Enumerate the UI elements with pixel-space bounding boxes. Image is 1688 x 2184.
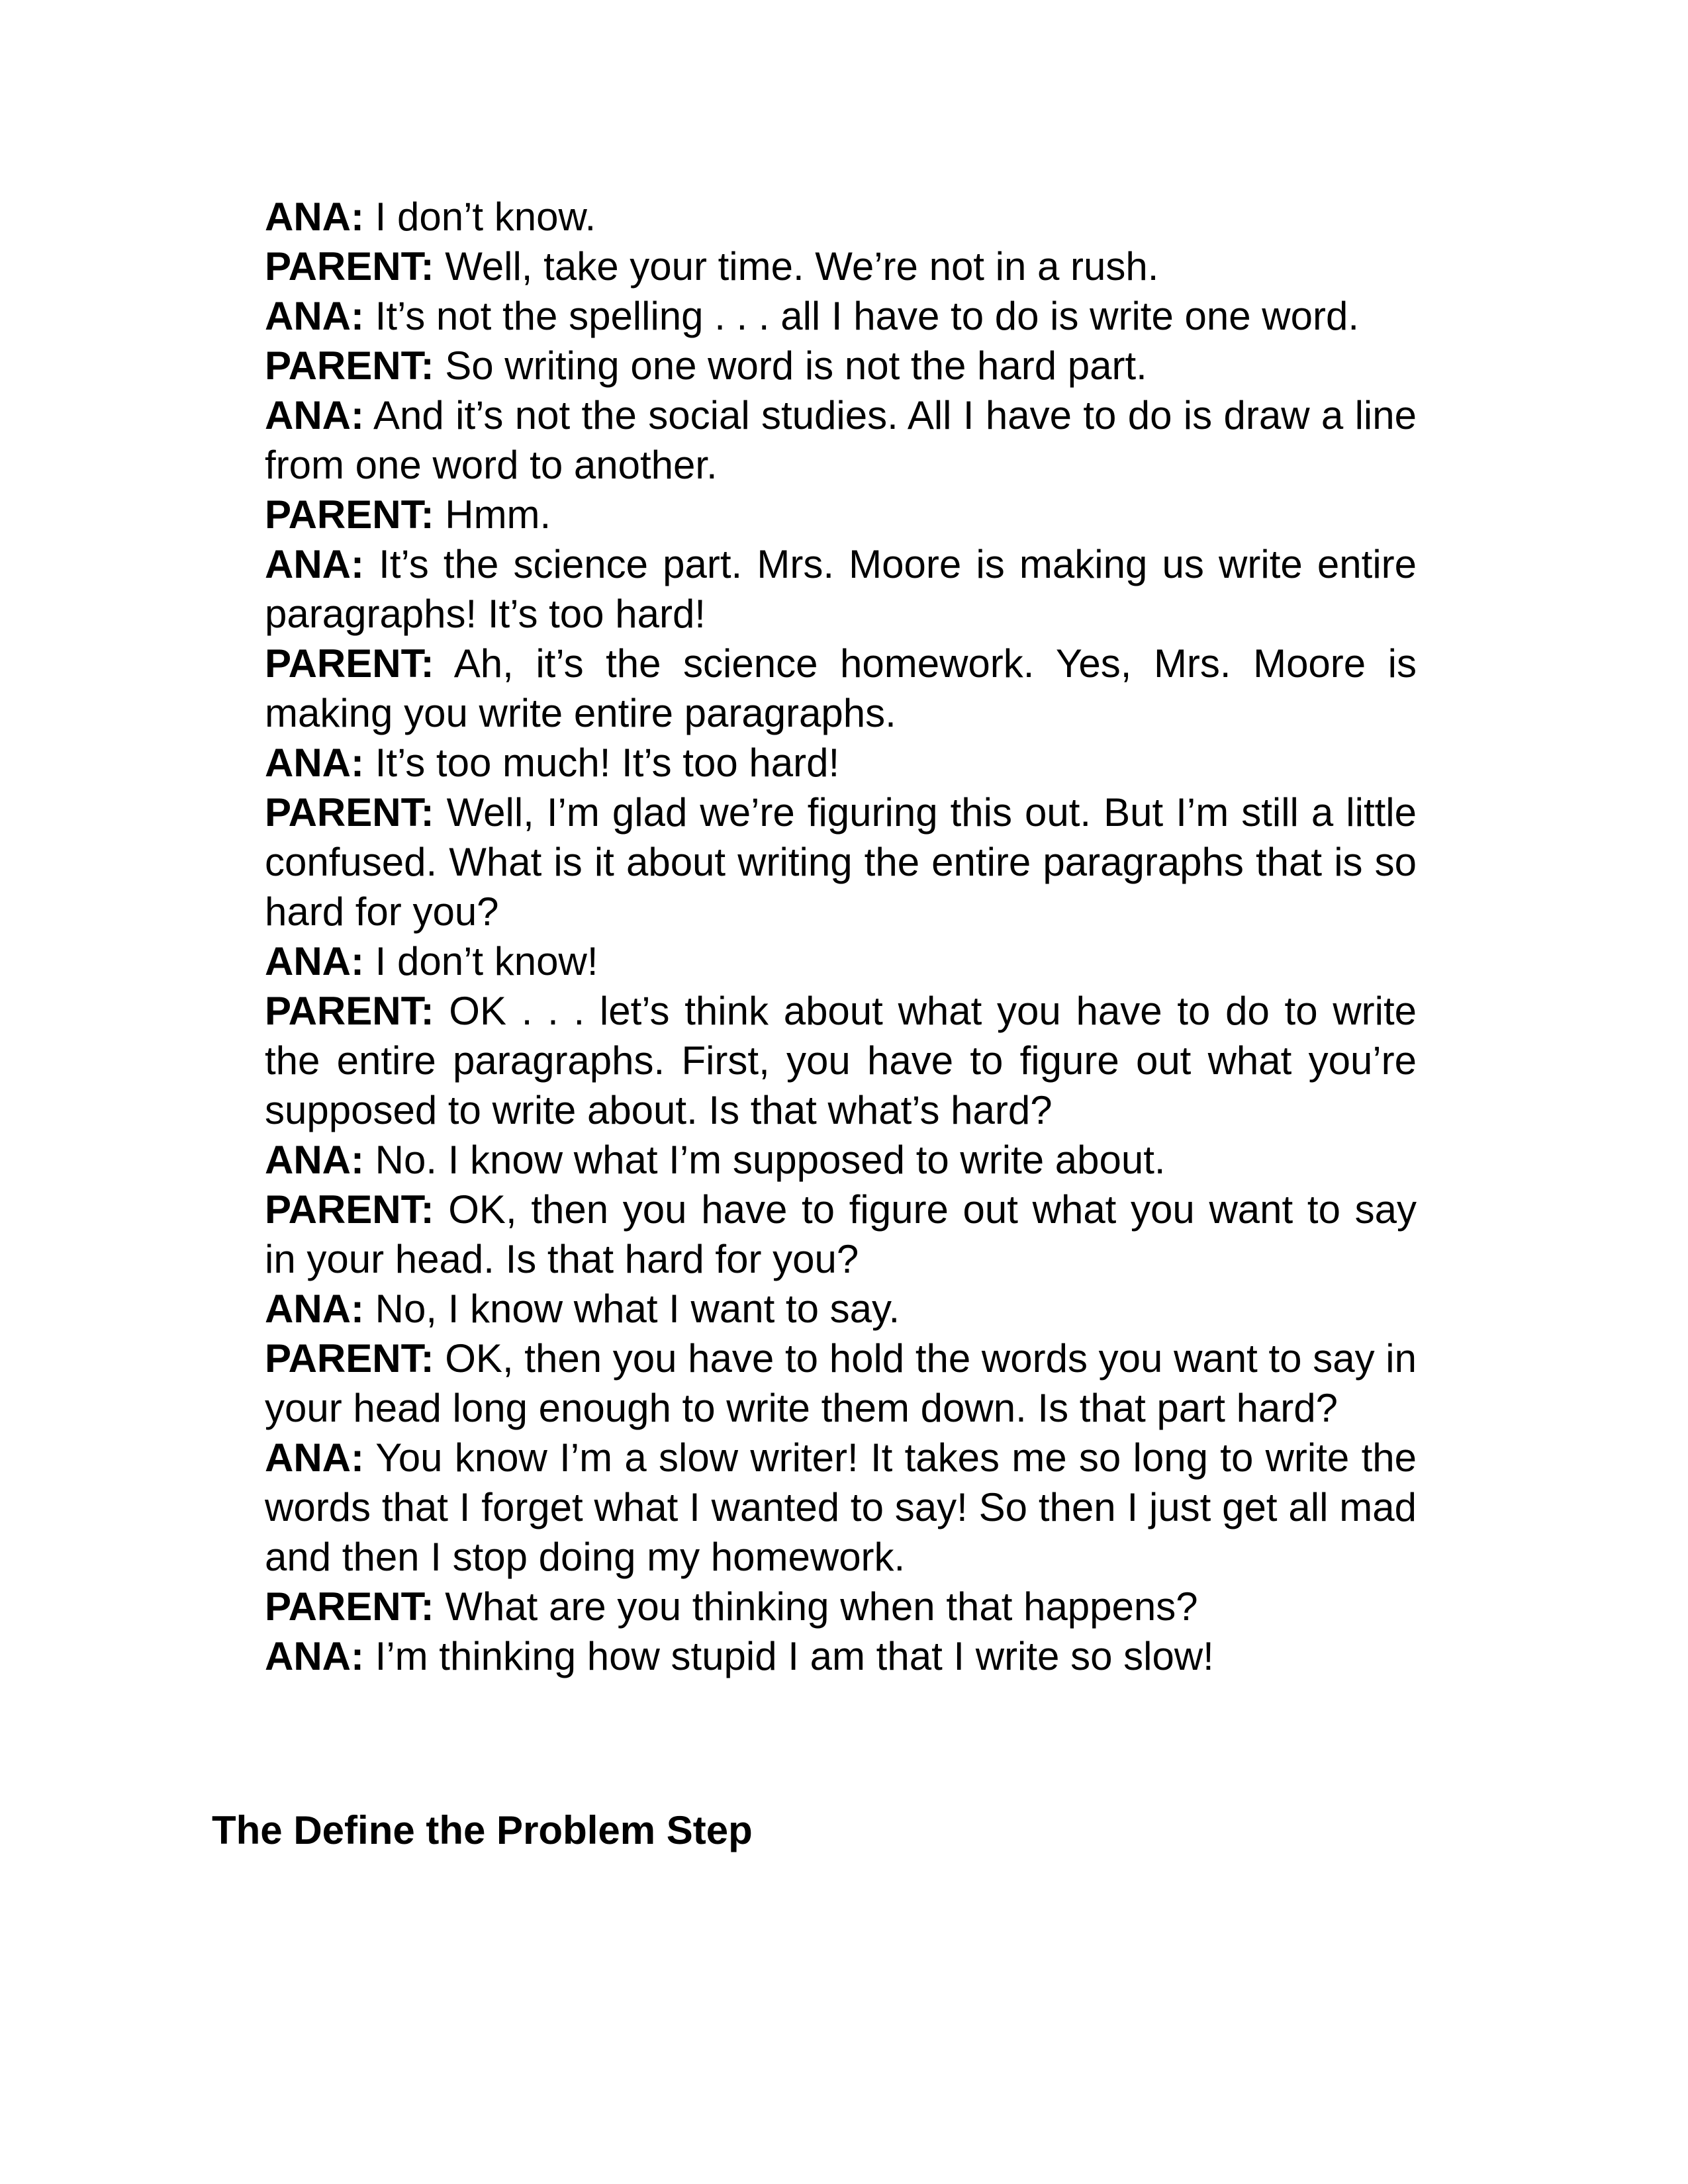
dialogue-line — [265, 1284, 1417, 1334]
dialogue-line — [265, 192, 1417, 242]
dialogue-text: OK . . . let’s think about what you have to do to write the entire paragraphs. First, you have to figure out what you’re supposed to write about. Is that what’s hard? — [265, 989, 1417, 1132]
dialogue-line — [265, 490, 1417, 539]
section-heading: The Define the Problem Step — [212, 1808, 753, 1852]
dialogue-line — [265, 341, 1417, 390]
speaker-label: PARENT: — [265, 343, 434, 388]
speaker-label: ANA: — [265, 939, 364, 983]
dialogue-text: So writing one word is not the hard part. — [445, 343, 1147, 388]
dialogue-line — [265, 936, 1417, 986]
dialogue-text: It’s too much! It’s too hard! — [375, 741, 840, 785]
dialogue-text: OK, then you have to hold the words you want to say in your head long enough to write them down. Is that part hard? — [265, 1336, 1417, 1430]
dialogue-text: You know I’m a slow writer! It takes me so long to write the words that I forget what I wanted to say! So then I just get all mad and then I stop doing my homework. — [265, 1435, 1417, 1579]
dialogue-line — [265, 1433, 1417, 1582]
dialogue-text: Hmm. — [445, 492, 551, 537]
dialogue-line — [265, 1334, 1417, 1433]
dialogue-line — [265, 738, 1417, 788]
dialogue-line — [265, 788, 1417, 936]
dialogue-line — [265, 1582, 1417, 1631]
speaker-label: ANA: — [265, 1287, 364, 1331]
speaker-label: ANA: — [265, 741, 364, 785]
dialogue-line — [265, 986, 1417, 1135]
dialogue-line — [265, 539, 1417, 639]
dialogue-line — [265, 1185, 1417, 1284]
dialogue-text: Well, take your time. We’re not in a rush. — [445, 244, 1159, 289]
dialogue-text: No. I know what I’m supposed to write about. — [375, 1138, 1166, 1182]
dialogue-text: It’s the science part. Mrs. Moore is making us write entire paragraphs! It’s too hard! — [265, 542, 1417, 636]
speaker-label: ANA: — [265, 294, 364, 338]
speaker-label: ANA: — [265, 1138, 364, 1182]
speaker-label: PARENT: — [265, 641, 434, 686]
dialogue-text: No, I know what I want to say. — [375, 1287, 900, 1331]
dialogue-line — [265, 1631, 1417, 1681]
dialogue-line — [265, 1135, 1417, 1185]
dialogue-line — [265, 291, 1417, 341]
dialogue-line — [265, 639, 1417, 738]
speaker-label: PARENT: — [265, 244, 434, 289]
dialogue-line — [265, 242, 1417, 291]
dialogue-line — [265, 390, 1417, 490]
dialogue-text: And it’s not the social studies. All I have to do is draw a line from one word to another. — [265, 393, 1417, 487]
dialogue-text: What are you thinking when that happens? — [445, 1584, 1198, 1629]
dialogue-transcript — [265, 192, 1417, 1681]
speaker-label: PARENT: — [265, 989, 434, 1033]
dialogue-text: I don’t know! — [375, 939, 598, 983]
speaker-label: ANA: — [265, 1634, 364, 1678]
dialogue-text: Ah, it’s the science homework. Yes, Mrs. Moore is making you write entire paragraphs. — [265, 641, 1417, 735]
speaker-label: ANA: — [265, 542, 364, 586]
speaker-label: ANA: — [265, 1435, 364, 1480]
speaker-label: PARENT: — [265, 1584, 434, 1629]
dialogue-text: I’m thinking how stupid I am that I write so slow! — [375, 1634, 1214, 1678]
speaker-label: PARENT: — [265, 1336, 434, 1381]
speaker-label: PARENT: — [265, 790, 434, 835]
dialogue-text: Well, I’m glad we’re figuring this out. But I’m still a little confused. What is it about writing the entire paragraphs that is so hard for you? — [265, 790, 1417, 934]
dialogue-text: OK, then you have to figure out what you want to say in your head. Is that hard for you? — [265, 1187, 1417, 1281]
dialogue-text: It’s not the spelling . . . all I have to do is write one word. — [375, 294, 1360, 338]
speaker-label: ANA: — [265, 195, 364, 239]
speaker-label: ANA: — [265, 393, 364, 437]
dialogue-text: I don’t know. — [375, 195, 596, 239]
speaker-label: PARENT: — [265, 1187, 434, 1232]
speaker-label: PARENT: — [265, 492, 434, 537]
